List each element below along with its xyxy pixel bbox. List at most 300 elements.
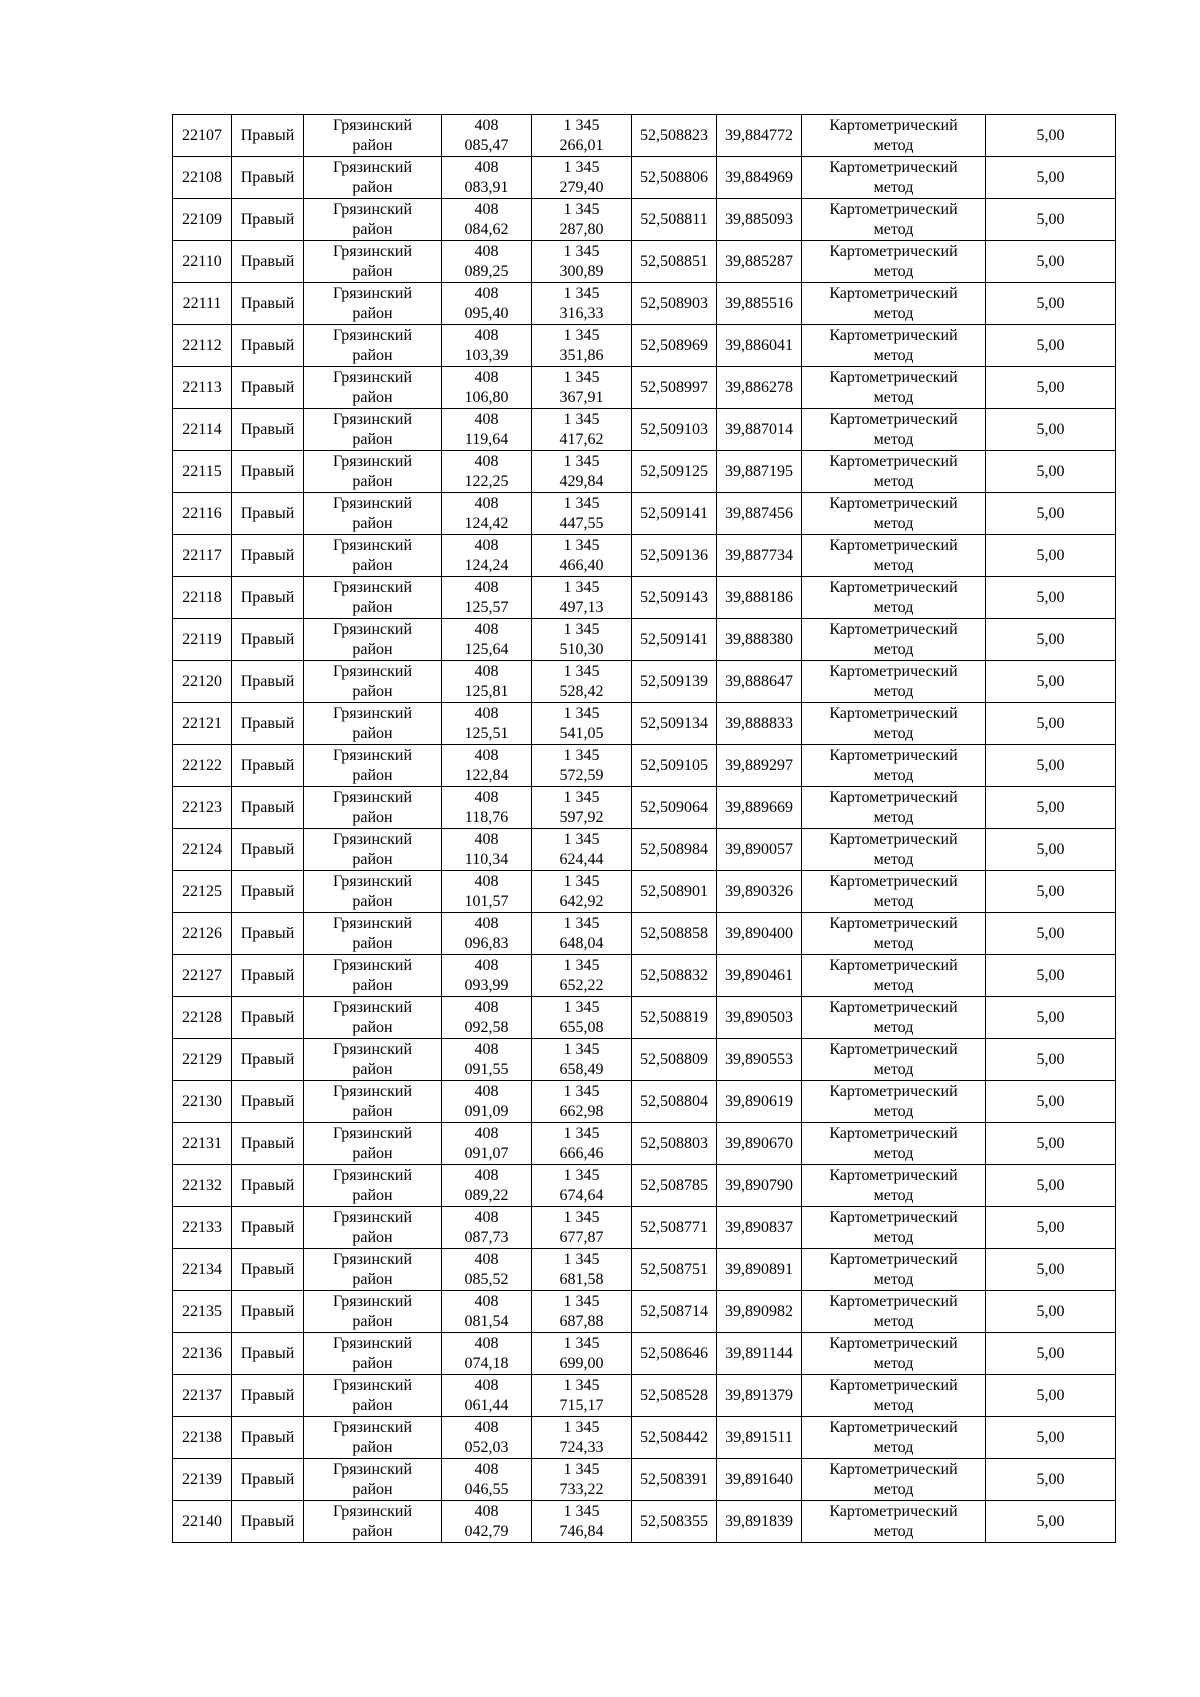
bank-cell: Правый [232, 955, 304, 997]
table-row [173, 829, 1116, 871]
accuracy-cell: 5,00 [986, 955, 1116, 997]
bank-cell: Правый [232, 577, 304, 619]
method-cell: Картометрический метод [802, 913, 986, 955]
latitude-cell: 52,509125 [632, 451, 717, 493]
x-coordinate-cell: 408 091,07 [442, 1123, 532, 1165]
latitude-cell: 52,508984 [632, 829, 717, 871]
latitude-cell: 52,509105 [632, 745, 717, 787]
accuracy-cell: 5,00 [986, 451, 1116, 493]
latitude-cell: 52,508714 [632, 1291, 717, 1333]
district-cell: Грязинский район [304, 451, 442, 493]
longitude-cell: 39,889669 [717, 787, 802, 829]
longitude-cell: 39,885287 [717, 241, 802, 283]
x-coordinate-cell: 408 103,39 [442, 325, 532, 367]
longitude-cell: 39,887195 [717, 451, 802, 493]
longitude-cell: 39,888833 [717, 703, 802, 745]
bank-cell: Правый [232, 871, 304, 913]
y-coordinate-cell: 1 345 724,33 [532, 1417, 632, 1459]
method-cell: Картометрический метод [802, 535, 986, 577]
y-coordinate-cell: 1 345 624,44 [532, 829, 632, 871]
longitude-cell: 39,889297 [717, 745, 802, 787]
table-row [173, 1333, 1116, 1375]
latitude-cell: 52,509103 [632, 409, 717, 451]
x-coordinate-cell: 408 084,62 [442, 199, 532, 241]
x-coordinate-cell: 408 087,73 [442, 1207, 532, 1249]
table-row [173, 1501, 1116, 1543]
point-number-cell: 22138 [173, 1417, 232, 1459]
y-coordinate-cell: 1 345 429,84 [532, 451, 632, 493]
latitude-cell: 52,508901 [632, 871, 717, 913]
table-row [173, 1123, 1116, 1165]
district-cell: Грязинский район [304, 577, 442, 619]
bank-cell: Правый [232, 451, 304, 493]
bank-cell: Правый [232, 1039, 304, 1081]
bank-cell: Правый [232, 1375, 304, 1417]
x-coordinate-cell: 408 091,09 [442, 1081, 532, 1123]
bank-cell: Правый [232, 913, 304, 955]
y-coordinate-cell: 1 345 287,80 [532, 199, 632, 241]
district-cell: Грязинский район [304, 1417, 442, 1459]
district-cell: Грязинский район [304, 1333, 442, 1375]
table-row [173, 913, 1116, 955]
bank-cell: Правый [232, 199, 304, 241]
table-row [173, 1291, 1116, 1333]
y-coordinate-cell: 1 345 699,00 [532, 1333, 632, 1375]
table-row [173, 367, 1116, 409]
point-number-cell: 22108 [173, 157, 232, 199]
bank-cell: Правый [232, 829, 304, 871]
method-cell: Картометрический метод [802, 1207, 986, 1249]
district-cell: Грязинский район [304, 913, 442, 955]
point-number-cell: 22121 [173, 703, 232, 745]
district-cell: Грязинский район [304, 1123, 442, 1165]
bank-cell: Правый [232, 1333, 304, 1375]
longitude-cell: 39,891640 [717, 1459, 802, 1501]
bank-cell: Правый [232, 1291, 304, 1333]
longitude-cell: 39,891511 [717, 1417, 802, 1459]
y-coordinate-cell: 1 345 266,01 [532, 115, 632, 157]
bank-cell: Правый [232, 1417, 304, 1459]
table-row [173, 115, 1116, 157]
longitude-cell: 39,890553 [717, 1039, 802, 1081]
point-number-cell: 22140 [173, 1501, 232, 1543]
y-coordinate-cell: 1 345 681,58 [532, 1249, 632, 1291]
method-cell: Картометрический метод [802, 1417, 986, 1459]
y-coordinate-cell: 1 345 642,92 [532, 871, 632, 913]
accuracy-cell: 5,00 [986, 703, 1116, 745]
x-coordinate-cell: 408 125,81 [442, 661, 532, 703]
point-number-cell: 22136 [173, 1333, 232, 1375]
method-cell: Картометрический метод [802, 157, 986, 199]
x-coordinate-cell: 408 052,03 [442, 1417, 532, 1459]
method-cell: Картометрический метод [802, 703, 986, 745]
bank-cell: Правый [232, 409, 304, 451]
latitude-cell: 52,509141 [632, 619, 717, 661]
district-cell: Грязинский район [304, 1375, 442, 1417]
y-coordinate-cell: 1 345 528,42 [532, 661, 632, 703]
x-coordinate-cell: 408 119,64 [442, 409, 532, 451]
district-cell: Грязинский район [304, 1501, 442, 1543]
y-coordinate-cell: 1 345 652,22 [532, 955, 632, 997]
point-number-cell: 22124 [173, 829, 232, 871]
table-row [173, 1039, 1116, 1081]
table-row [173, 1207, 1116, 1249]
table-row [173, 1459, 1116, 1501]
point-number-cell: 22127 [173, 955, 232, 997]
accuracy-cell: 5,00 [986, 1417, 1116, 1459]
method-cell: Картометрический метод [802, 1249, 986, 1291]
accuracy-cell: 5,00 [986, 1501, 1116, 1543]
method-cell: Картометрический метод [802, 241, 986, 283]
latitude-cell: 52,508442 [632, 1417, 717, 1459]
district-cell: Грязинский район [304, 829, 442, 871]
longitude-cell: 39,888380 [717, 619, 802, 661]
table-row [173, 787, 1116, 829]
bank-cell: Правый [232, 157, 304, 199]
method-cell: Картометрический метод [802, 367, 986, 409]
table-row [173, 241, 1116, 283]
accuracy-cell: 5,00 [986, 1459, 1116, 1501]
method-cell: Картометрический метод [802, 283, 986, 325]
x-coordinate-cell: 408 125,64 [442, 619, 532, 661]
point-number-cell: 22130 [173, 1081, 232, 1123]
district-cell: Грязинский район [304, 157, 442, 199]
table-row [173, 955, 1116, 997]
district-cell: Грязинский район [304, 367, 442, 409]
bank-cell: Правый [232, 1459, 304, 1501]
x-coordinate-cell: 408 083,91 [442, 157, 532, 199]
point-number-cell: 22114 [173, 409, 232, 451]
longitude-cell: 39,887456 [717, 493, 802, 535]
point-number-cell: 22122 [173, 745, 232, 787]
longitude-cell: 39,890326 [717, 871, 802, 913]
latitude-cell: 52,508355 [632, 1501, 717, 1543]
y-coordinate-cell: 1 345 351,86 [532, 325, 632, 367]
longitude-cell: 39,890619 [717, 1081, 802, 1123]
point-number-cell: 22131 [173, 1123, 232, 1165]
district-cell: Грязинский район [304, 1291, 442, 1333]
method-cell: Картометрический метод [802, 577, 986, 619]
accuracy-cell: 5,00 [986, 241, 1116, 283]
accuracy-cell: 5,00 [986, 115, 1116, 157]
y-coordinate-cell: 1 345 541,05 [532, 703, 632, 745]
latitude-cell: 52,508819 [632, 997, 717, 1039]
y-coordinate-cell: 1 345 279,40 [532, 157, 632, 199]
method-cell: Картометрический метод [802, 409, 986, 451]
point-number-cell: 22134 [173, 1249, 232, 1291]
point-number-cell: 22139 [173, 1459, 232, 1501]
latitude-cell: 52,509136 [632, 535, 717, 577]
y-coordinate-cell: 1 345 510,30 [532, 619, 632, 661]
table-row [173, 493, 1116, 535]
point-number-cell: 22135 [173, 1291, 232, 1333]
accuracy-cell: 5,00 [986, 1291, 1116, 1333]
method-cell: Картометрический метод [802, 1501, 986, 1543]
bank-cell: Правый [232, 283, 304, 325]
table-row [173, 1375, 1116, 1417]
longitude-cell: 39,884772 [717, 115, 802, 157]
latitude-cell: 52,509143 [632, 577, 717, 619]
longitude-cell: 39,890891 [717, 1249, 802, 1291]
longitude-cell: 39,885516 [717, 283, 802, 325]
table-row [173, 535, 1116, 577]
district-cell: Грязинский район [304, 871, 442, 913]
accuracy-cell: 5,00 [986, 493, 1116, 535]
accuracy-cell: 5,00 [986, 619, 1116, 661]
point-number-cell: 22123 [173, 787, 232, 829]
method-cell: Картометрический метод [802, 871, 986, 913]
longitude-cell: 39,890057 [717, 829, 802, 871]
accuracy-cell: 5,00 [986, 367, 1116, 409]
accuracy-cell: 5,00 [986, 157, 1116, 199]
district-cell: Грязинский район [304, 409, 442, 451]
x-coordinate-cell: 408 061,44 [442, 1375, 532, 1417]
bank-cell: Правый [232, 1249, 304, 1291]
method-cell: Картометрический метод [802, 1459, 986, 1501]
method-cell: Картометрический метод [802, 1333, 986, 1375]
latitude-cell: 52,508997 [632, 367, 717, 409]
accuracy-cell: 5,00 [986, 661, 1116, 703]
table-row [173, 409, 1116, 451]
district-cell: Грязинский район [304, 1039, 442, 1081]
table-row [173, 745, 1116, 787]
point-number-cell: 22107 [173, 115, 232, 157]
table-row [173, 661, 1116, 703]
method-cell: Картометрический метод [802, 493, 986, 535]
latitude-cell: 52,508809 [632, 1039, 717, 1081]
point-number-cell: 22119 [173, 619, 232, 661]
method-cell: Картометрический метод [802, 1123, 986, 1165]
district-cell: Грязинский район [304, 241, 442, 283]
x-coordinate-cell: 408 101,57 [442, 871, 532, 913]
longitude-cell: 39,887734 [717, 535, 802, 577]
latitude-cell: 52,508806 [632, 157, 717, 199]
table-row [173, 1249, 1116, 1291]
coordinates-table-body [173, 115, 1116, 1543]
point-number-cell: 22118 [173, 577, 232, 619]
accuracy-cell: 5,00 [986, 409, 1116, 451]
district-cell: Грязинский район [304, 535, 442, 577]
district-cell: Грязинский район [304, 199, 442, 241]
method-cell: Картометрический метод [802, 661, 986, 703]
latitude-cell: 52,508851 [632, 241, 717, 283]
latitude-cell: 52,508785 [632, 1165, 717, 1207]
latitude-cell: 52,508903 [632, 283, 717, 325]
y-coordinate-cell: 1 345 746,84 [532, 1501, 632, 1543]
accuracy-cell: 5,00 [986, 913, 1116, 955]
latitude-cell: 52,509139 [632, 661, 717, 703]
y-coordinate-cell: 1 345 447,55 [532, 493, 632, 535]
latitude-cell: 52,508832 [632, 955, 717, 997]
bank-cell: Правый [232, 997, 304, 1039]
district-cell: Грязинский район [304, 955, 442, 997]
method-cell: Картометрический метод [802, 115, 986, 157]
latitude-cell: 52,508646 [632, 1333, 717, 1375]
y-coordinate-cell: 1 345 648,04 [532, 913, 632, 955]
y-coordinate-cell: 1 345 655,08 [532, 997, 632, 1039]
latitude-cell: 52,509141 [632, 493, 717, 535]
longitude-cell: 39,887014 [717, 409, 802, 451]
y-coordinate-cell: 1 345 597,92 [532, 787, 632, 829]
x-coordinate-cell: 408 042,79 [442, 1501, 532, 1543]
point-number-cell: 22137 [173, 1375, 232, 1417]
accuracy-cell: 5,00 [986, 871, 1116, 913]
x-coordinate-cell: 408 081,54 [442, 1291, 532, 1333]
point-number-cell: 22120 [173, 661, 232, 703]
accuracy-cell: 5,00 [986, 1039, 1116, 1081]
point-number-cell: 22132 [173, 1165, 232, 1207]
bank-cell: Правый [232, 1501, 304, 1543]
latitude-cell: 52,508771 [632, 1207, 717, 1249]
district-cell: Грязинский район [304, 325, 442, 367]
x-coordinate-cell: 408 122,25 [442, 451, 532, 493]
method-cell: Картометрический метод [802, 199, 986, 241]
method-cell: Картометрический метод [802, 619, 986, 661]
table-row [173, 451, 1116, 493]
method-cell: Картометрический метод [802, 1375, 986, 1417]
table-row [173, 1081, 1116, 1123]
table-row [173, 199, 1116, 241]
accuracy-cell: 5,00 [986, 199, 1116, 241]
bank-cell: Правый [232, 1081, 304, 1123]
district-cell: Грязинский район [304, 1249, 442, 1291]
table-row [173, 1417, 1116, 1459]
longitude-cell: 39,890670 [717, 1123, 802, 1165]
point-number-cell: 22113 [173, 367, 232, 409]
method-cell: Картометрический метод [802, 1081, 986, 1123]
latitude-cell: 52,508751 [632, 1249, 717, 1291]
x-coordinate-cell: 408 093,99 [442, 955, 532, 997]
district-cell: Грязинский район [304, 619, 442, 661]
point-number-cell: 22112 [173, 325, 232, 367]
longitude-cell: 39,890837 [717, 1207, 802, 1249]
x-coordinate-cell: 408 106,80 [442, 367, 532, 409]
y-coordinate-cell: 1 345 572,59 [532, 745, 632, 787]
y-coordinate-cell: 1 345 677,87 [532, 1207, 632, 1249]
longitude-cell: 39,884969 [717, 157, 802, 199]
point-number-cell: 22129 [173, 1039, 232, 1081]
district-cell: Грязинский район [304, 1207, 442, 1249]
longitude-cell: 39,886278 [717, 367, 802, 409]
method-cell: Картометрический метод [802, 1291, 986, 1333]
latitude-cell: 52,508858 [632, 913, 717, 955]
point-number-cell: 22110 [173, 241, 232, 283]
latitude-cell: 52,508804 [632, 1081, 717, 1123]
y-coordinate-cell: 1 345 662,98 [532, 1081, 632, 1123]
method-cell: Картометрический метод [802, 829, 986, 871]
point-number-cell: 22116 [173, 493, 232, 535]
x-coordinate-cell: 408 089,22 [442, 1165, 532, 1207]
latitude-cell: 52,508803 [632, 1123, 717, 1165]
x-coordinate-cell: 408 085,52 [442, 1249, 532, 1291]
latitude-cell: 52,508969 [632, 325, 717, 367]
accuracy-cell: 5,00 [986, 745, 1116, 787]
table-row [173, 871, 1116, 913]
longitude-cell: 39,890461 [717, 955, 802, 997]
latitude-cell: 52,508391 [632, 1459, 717, 1501]
x-coordinate-cell: 408 118,76 [442, 787, 532, 829]
table-row [173, 997, 1116, 1039]
district-cell: Грязинский район [304, 283, 442, 325]
longitude-cell: 39,891839 [717, 1501, 802, 1543]
method-cell: Картометрический метод [802, 955, 986, 997]
table-row [173, 325, 1116, 367]
point-number-cell: 22111 [173, 283, 232, 325]
point-number-cell: 22117 [173, 535, 232, 577]
x-coordinate-cell: 408 096,83 [442, 913, 532, 955]
district-cell: Грязинский район [304, 703, 442, 745]
latitude-cell: 52,509134 [632, 703, 717, 745]
district-cell: Грязинский район [304, 1081, 442, 1123]
bank-cell: Правый [232, 115, 304, 157]
point-number-cell: 22128 [173, 997, 232, 1039]
longitude-cell: 39,891144 [717, 1333, 802, 1375]
table-row [173, 619, 1116, 661]
table-row [173, 157, 1116, 199]
bank-cell: Правый [232, 787, 304, 829]
bank-cell: Правый [232, 1165, 304, 1207]
x-coordinate-cell: 408 124,42 [442, 493, 532, 535]
y-coordinate-cell: 1 345 497,13 [532, 577, 632, 619]
latitude-cell: 52,509064 [632, 787, 717, 829]
longitude-cell: 39,888647 [717, 661, 802, 703]
accuracy-cell: 5,00 [986, 1333, 1116, 1375]
district-cell: Грязинский район [304, 787, 442, 829]
method-cell: Картометрический метод [802, 1165, 986, 1207]
bank-cell: Правый [232, 1123, 304, 1165]
bank-cell: Правый [232, 1207, 304, 1249]
x-coordinate-cell: 408 092,58 [442, 997, 532, 1039]
district-cell: Грязинский район [304, 115, 442, 157]
accuracy-cell: 5,00 [986, 1375, 1116, 1417]
district-cell: Грязинский район [304, 1165, 442, 1207]
longitude-cell: 39,886041 [717, 325, 802, 367]
accuracy-cell: 5,00 [986, 829, 1116, 871]
y-coordinate-cell: 1 345 466,40 [532, 535, 632, 577]
latitude-cell: 52,508823 [632, 115, 717, 157]
district-cell: Грязинский район [304, 997, 442, 1039]
x-coordinate-cell: 408 074,18 [442, 1333, 532, 1375]
longitude-cell: 39,890790 [717, 1165, 802, 1207]
bank-cell: Правый [232, 745, 304, 787]
accuracy-cell: 5,00 [986, 535, 1116, 577]
x-coordinate-cell: 408 095,40 [442, 283, 532, 325]
point-number-cell: 22133 [173, 1207, 232, 1249]
bank-cell: Правый [232, 535, 304, 577]
x-coordinate-cell: 408 110,34 [442, 829, 532, 871]
district-cell: Грязинский район [304, 745, 442, 787]
x-coordinate-cell: 408 089,25 [442, 241, 532, 283]
bank-cell: Правый [232, 241, 304, 283]
method-cell: Картометрический метод [802, 325, 986, 367]
accuracy-cell: 5,00 [986, 787, 1116, 829]
method-cell: Картометрический метод [802, 1039, 986, 1081]
accuracy-cell: 5,00 [986, 1123, 1116, 1165]
y-coordinate-cell: 1 345 658,49 [532, 1039, 632, 1081]
y-coordinate-cell: 1 345 316,33 [532, 283, 632, 325]
longitude-cell: 39,888186 [717, 577, 802, 619]
y-coordinate-cell: 1 345 674,64 [532, 1165, 632, 1207]
point-number-cell: 22109 [173, 199, 232, 241]
y-coordinate-cell: 1 345 367,91 [532, 367, 632, 409]
y-coordinate-cell: 1 345 715,17 [532, 1375, 632, 1417]
x-coordinate-cell: 408 125,57 [442, 577, 532, 619]
bank-cell: Правый [232, 493, 304, 535]
longitude-cell: 39,890982 [717, 1291, 802, 1333]
longitude-cell: 39,891379 [717, 1375, 802, 1417]
accuracy-cell: 5,00 [986, 1081, 1116, 1123]
accuracy-cell: 5,00 [986, 283, 1116, 325]
